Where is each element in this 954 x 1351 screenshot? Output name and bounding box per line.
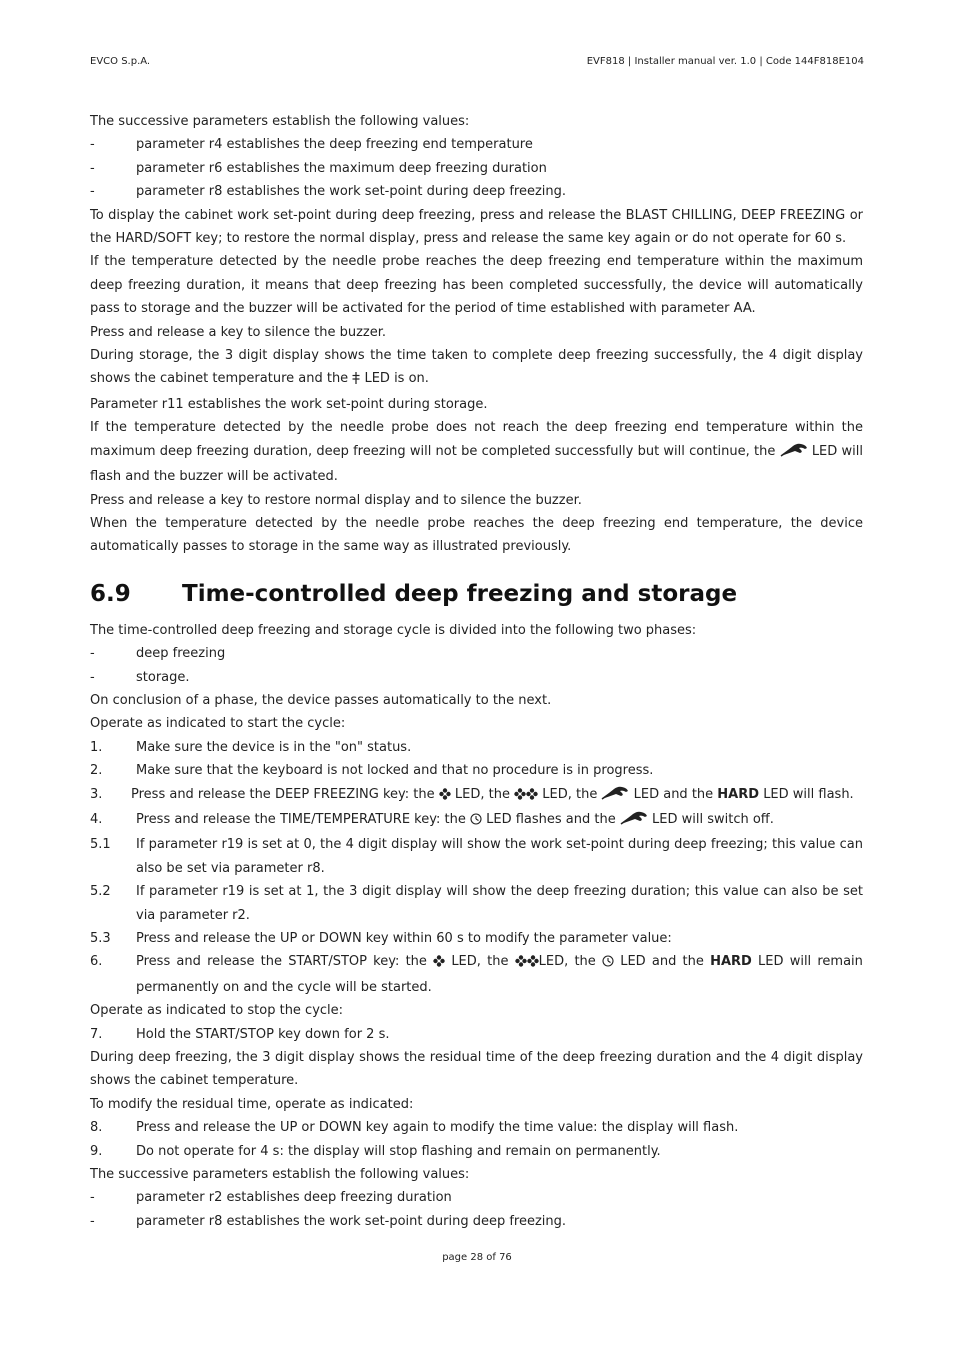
list-text: parameter r8 establishes the work set-point during deep freezing. bbox=[136, 1213, 567, 1229]
text-run: LED will remain permanently on and the cycle will be started. bbox=[136, 954, 863, 995]
storage-icon bbox=[352, 369, 360, 392]
list-marker: 2. bbox=[90, 763, 103, 779]
list-marker: - bbox=[90, 669, 95, 685]
list-text: parameter r4 establishes the deep freezing end temperature bbox=[136, 137, 533, 153]
list-item bbox=[90, 1140, 863, 1163]
list-marker: - bbox=[90, 1213, 95, 1229]
list-item bbox=[90, 1210, 863, 1233]
list-item bbox=[90, 783, 863, 808]
paragraph: Operate as indicated to stop the cycle: bbox=[90, 1003, 344, 1019]
bold-text: HARD bbox=[717, 786, 760, 802]
paragraph bbox=[90, 344, 863, 393]
list-item bbox=[90, 666, 863, 689]
list-marker: 5.1 bbox=[90, 837, 111, 853]
list-text: deep freezing bbox=[136, 646, 226, 662]
section-number: 6.9 bbox=[90, 580, 131, 607]
text-run: LED, the bbox=[538, 954, 596, 970]
paragraph bbox=[90, 416, 863, 488]
list-marker: 7. bbox=[90, 1026, 103, 1042]
list-item bbox=[90, 927, 863, 950]
list-item bbox=[90, 880, 863, 927]
list-marker: 6. bbox=[90, 954, 103, 970]
text-run: LED will flash and the buzzer will be activated. bbox=[90, 443, 863, 485]
paragraph: During deep freezing, the 3 digit display shows the residual time of the deep freezing duration and the 4 digit display shows the cabinet temperature. bbox=[90, 1050, 863, 1089]
paragraph: On conclusion of a phase, the device passes automatically to the next. bbox=[90, 692, 552, 708]
list-marker: - bbox=[90, 1190, 95, 1206]
list-text: If parameter r19 is set at 0, the 4 digit display will show the work set-point during deep freezing; this value can also be set via parameter r8. bbox=[136, 837, 863, 876]
list-marker: 9. bbox=[90, 1143, 103, 1159]
bold-text: HARD bbox=[710, 954, 752, 970]
list-item bbox=[90, 736, 863, 759]
header-doc-code: EVF818 | Installer manual ver. 1.0 | Code 144F818E104 bbox=[586, 56, 864, 67]
list-item bbox=[90, 1116, 863, 1139]
list-text: parameter r8 establishes the work set-point during deep freezing. bbox=[136, 184, 567, 200]
list-item bbox=[90, 642, 863, 665]
list-text: parameter r2 establishes deep freezing duration bbox=[136, 1190, 452, 1206]
paragraph: Press and release a key to restore normal display and to silence the buzzer. bbox=[90, 492, 582, 508]
clock-icon bbox=[602, 952, 614, 975]
paragraph: Parameter r11 establishes the work set-point during storage. bbox=[90, 396, 488, 412]
text-run: LED, the bbox=[454, 786, 510, 802]
text-run: Press and release the TIME/TEMPERATURE key: the bbox=[136, 811, 466, 827]
paragraph: Press and release a key to silence the buzzer. bbox=[90, 324, 387, 340]
list-text: Make sure the device is in the "on" status. bbox=[136, 739, 412, 755]
paragraph: If the temperature detected by the needle probe reaches the deep freezing end temperature within the maximum deep freezing duration, it means that deep freezing has been completed successfully, the device will automatically pass to storage and the buzzer will be activated for the period of time established with parameter AA. bbox=[90, 254, 863, 317]
text-run: If the temperature detected by the needle probe does not reach the deep freezing end temperature within the maximum deep freezing duration, deep freezing will not be completed successfully but will continue, the bbox=[90, 420, 863, 459]
text-run: LED flashes and the bbox=[486, 811, 616, 827]
list-marker: 5.3 bbox=[90, 931, 111, 946]
list-item bbox=[90, 1023, 863, 1046]
list-item bbox=[90, 133, 863, 156]
list-marker: 8. bbox=[90, 1120, 103, 1136]
list-text: Make sure that the keyboard is not locked and that no procedure is in progress. bbox=[136, 763, 654, 779]
list-item bbox=[90, 157, 863, 180]
paragraph: The successive parameters establish the following values: bbox=[90, 1167, 470, 1183]
text-run: LED, the bbox=[542, 786, 598, 802]
list-marker: - bbox=[90, 646, 95, 662]
hand-probe-icon bbox=[620, 810, 648, 833]
paragraph: To display the cabinet work set-point during deep freezing, press and release the BLAST CHILLING, DEEP FREEZING or the HARD/SOFT key; to restore the normal display, press and release the same key again or do not operate for 60 s. bbox=[90, 207, 863, 247]
list-text: storage. bbox=[136, 669, 190, 685]
list-marker: 3. bbox=[90, 786, 103, 802]
paragraph: To modify the residual time, operate as indicated: bbox=[90, 1096, 414, 1112]
list-item bbox=[90, 1186, 863, 1209]
hand-probe-icon bbox=[780, 442, 808, 465]
page-number: page 28 of 76 bbox=[442, 1252, 512, 1263]
list-text: Do not operate for 4 s: the display will stop flashing and remain on permanently. bbox=[136, 1143, 661, 1159]
text-run: LED and the bbox=[620, 954, 704, 970]
list-text: parameter r6 establishes the maximum deep freezing duration bbox=[136, 160, 547, 176]
double-snowflake-icon bbox=[514, 785, 538, 808]
paragraph: The time-controlled deep freezing and storage cycle is divided into the following two phases: bbox=[90, 622, 697, 638]
text-run: During storage, the 3 digit display shows the time taken to complete deep freezing successfully, the 4 digit display shows the cabinet temperature and the bbox=[90, 348, 863, 387]
header-company: EVCO S.p.A. bbox=[90, 56, 151, 67]
section-heading bbox=[90, 578, 863, 610]
text-run: Press and release the DEEP FREEZING key: the bbox=[131, 786, 435, 802]
list-item bbox=[90, 808, 863, 833]
paragraph: When the temperature detected by the needle probe reaches the deep freezing end temperature, the device automatically passes to storage in the same way as illustrated previously. bbox=[90, 515, 863, 555]
page-content bbox=[90, 110, 863, 1233]
text-run: LED and the bbox=[633, 786, 714, 802]
list-marker: - bbox=[90, 184, 95, 200]
paragraph: Operate as indicated to start the cycle: bbox=[90, 716, 346, 732]
list-item bbox=[90, 833, 863, 880]
list-item bbox=[90, 759, 863, 782]
snowflake-icon bbox=[433, 952, 445, 975]
list-item bbox=[90, 180, 863, 203]
list-item bbox=[90, 950, 863, 999]
text-run: Press and release the START/STOP key: the bbox=[136, 954, 427, 970]
list-marker: - bbox=[90, 137, 95, 153]
list-text: Hold the START/STOP key down for 2 s. bbox=[136, 1026, 390, 1042]
list-marker: - bbox=[90, 160, 95, 176]
double-snowflake-icon bbox=[515, 952, 539, 975]
list-text: Press and release the UP or DOWN key within 60 s to modify the parameter value: bbox=[136, 931, 672, 946]
paragraph: The successive parameters establish the following values: bbox=[90, 114, 470, 129]
text-run: LED will flash. bbox=[763, 786, 854, 802]
list-marker: 5.2 bbox=[90, 884, 111, 900]
list-text: Press and release the UP or DOWN key again to modify the time value: the display will flash. bbox=[136, 1120, 739, 1136]
clock-icon bbox=[470, 810, 482, 833]
text-run: LED, the bbox=[451, 954, 509, 970]
list-text: If parameter r19 is set at 1, the 3 digit display will show the deep freezing duration; this value can also be set via parameter r2. bbox=[136, 884, 863, 923]
text-run: LED will switch off. bbox=[652, 811, 774, 827]
hand-probe-icon bbox=[601, 785, 629, 808]
list-marker: 1. bbox=[90, 739, 103, 755]
text-run: LED is on. bbox=[364, 371, 429, 387]
list-marker: 4. bbox=[90, 811, 103, 827]
section-title: Time-controlled deep freezing and storage bbox=[182, 580, 738, 607]
snowflake-icon bbox=[439, 785, 451, 808]
